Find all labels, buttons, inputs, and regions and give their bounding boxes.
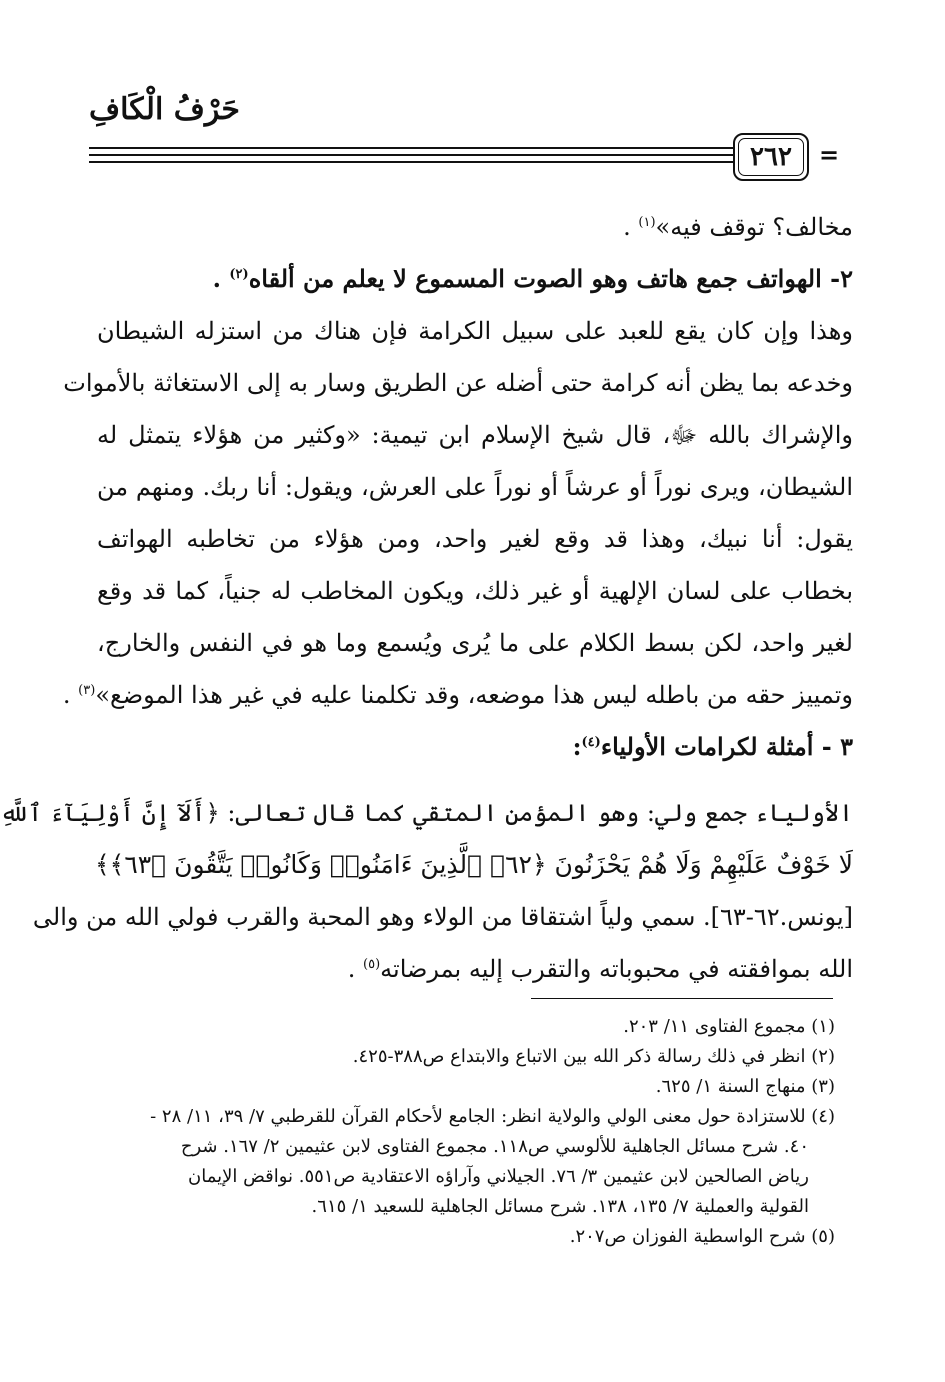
header-rule-top — [89, 147, 733, 149]
text-line: يقول: أنا نبيك، وهذا قد وقع لغير واحد، ومن هؤلاء من تخاطبه الهواتف — [97, 525, 853, 553]
footnote-continued: ٤٠. شرح مسائل الجاهلية للألوسي ص١١٨. مجموع الفتاوى لابن عثيمين ٢/ ١٦٧. شرح — [180, 1136, 809, 1157]
text-line: وتمييز حقه من باطله ليس هذا موضعه، وقد تكلمنا عليه في غير هذا الموضع»$^{(٣)}$ . — [62, 681, 853, 709]
footnote-ref: (٣) — [78, 683, 96, 698]
text-line: والإشراك بالله ﷻ، قال شيخ الإسلام ابن تيمية: «وكثير من هؤلاء يتمثل له — [97, 421, 853, 449]
text-line: وخدعه بما يظن أنه كرامة حتى أضله عن الطريق وسار به إلى الاستغاثة بالأموات — [63, 369, 853, 397]
footnote-ref: (٤) — [581, 735, 601, 750]
chapter-title: حَرْفُ الْكَافِ — [89, 92, 240, 127]
section-heading: ٢- الهواتف جمع هاتف وهو الصوت المسموع لا يعلم من ألقاه$^{(٢)}$ . — [212, 264, 853, 293]
footnote: (٢) انظر في ذلك رسالة ذكر الله بين الاتباع والابتداع ص٣٨٨-٤٢٥. — [352, 1046, 835, 1067]
text-line: [يونس.٦٢-٦٣]. سمي ولياً اشتقاقا من الولاء وهو المحبة والقرب فولي الله من والى — [32, 903, 853, 931]
page-number: ٢٦٢ — [750, 142, 792, 172]
footnotes — [97, 1012, 835, 1252]
book-page — [1, 0, 945, 1382]
text-line: الأولياء جمع ولي: وهو المؤمن المتقي كما قال تعالى: ﴿أَلَآ إِنَّ أَوْلِيَآءَ ٱللَّهِ — [0, 799, 853, 827]
text-line: وهذا وإن كان يقع للعبد على سبيل الكرامة فإن هناك من استزله الشيطان — [97, 317, 853, 345]
footnote-continued: القولية والعملية ٧/ ١٣٥، ١٣٨. شرح مسائل الجاهلية للسعيد ١/ ٦١٥. — [311, 1196, 809, 1217]
section-heading: ٣ - أمثلة لكرامات الأولياء$^{(٤)}$: — [572, 732, 853, 761]
footnote: (٥) شرح الواسطية الفوزان ص٢٠٧. — [569, 1226, 835, 1247]
footnote-ref: (١) — [638, 215, 656, 230]
quran-verse: لَا خَوْفٌ عَلَيْهِمْ وَلَا هُمْ يَحْزَنُونَ ﴿٦٢﴾ ٱلَّذِينَ ءَامَنُوا۟ وَكَانُوا۟ يَتَّقُونَ ﴿٦٣﴾﴾ — [95, 850, 853, 879]
header-rule-middle — [89, 154, 733, 156]
text-line: الله بموافقته في محبوباته والتقرب إليه بمرضاته$^{(٥)}$ . — [347, 955, 853, 983]
footnote: (٤) للاستزادة حول معنى الولي والولاية انظر: الجامع لأحكام القرآن للقرطبي ٧/ ٣٩، ١١/ ٢٨ - — [150, 1106, 835, 1127]
page-number-box — [733, 133, 809, 181]
footnote-continued: رياض الصالحين لابن عثيمين ٣/ ٧٦. الجيلاني وآراؤه الاعتقادية ص٥٥١. نواقض الإيمان — [187, 1166, 809, 1187]
footnote-separator — [531, 998, 833, 999]
main-text — [0, 201, 853, 995]
footnote-ref: (٢) — [229, 267, 249, 282]
header-rule-bottom — [89, 161, 733, 163]
footnote: (١) مجموع الفتاوى ١١/ ٢٠٣. — [623, 1016, 835, 1037]
text-line: مخالف؟ توقف فيه»$^{(١)}$ . — [623, 213, 853, 241]
header-ornament: = — [819, 140, 840, 169]
footnote: (٣) منهاج السنة ١/ ٦٢٥. — [655, 1076, 835, 1097]
text-line: بخطاب على لسان الإلهية أو غير ذلك، ويكون المخاطب له جنياً، كما قد وقع — [97, 577, 853, 605]
text-line: الشيطان، ويرى نوراً أو عرشاً أو نوراً على العرش، ويقول: أنا ربك. ومنهم من — [97, 473, 853, 501]
footnote-ref: (٥) — [363, 957, 381, 972]
text-line: لغير واحد، لكن بسط الكلام على ما يُرى ويُسمع وما هو في النفس والخارج، — [97, 629, 853, 657]
